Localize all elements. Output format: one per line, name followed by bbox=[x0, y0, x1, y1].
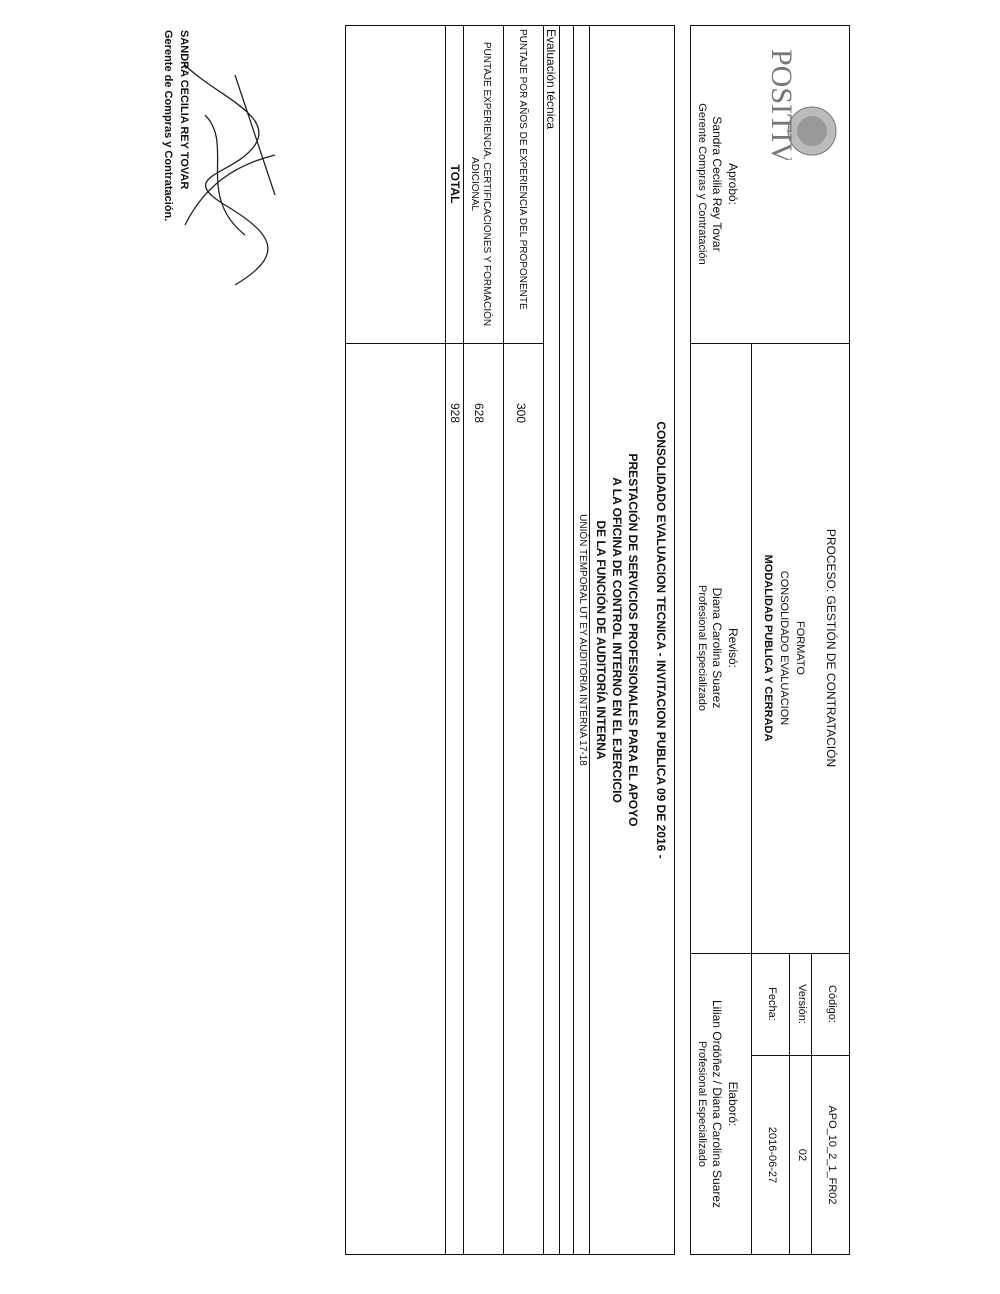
company-logo bbox=[762, 45, 842, 160]
prepared-role: Profesional Especializado bbox=[696, 1041, 708, 1167]
row-2-label-1: PUNTAJE EXPERIENCIA, CERTIFICACIONES Y FORMACIÓN bbox=[481, 41, 492, 327]
main-title: CONSOLIDADO EVALUACION TECNICA - INVITACION PUBLICA 09 DE 2016 - bbox=[654, 421, 668, 859]
approved-role: Gerente Compras y Contratación bbox=[696, 103, 708, 265]
date-label: Fecha: bbox=[766, 987, 778, 1021]
row-2-value: 628 bbox=[472, 403, 486, 424]
subtitle-2: A LA OFICINA DE CONTROL INTERNO EN EL EJERCICIO bbox=[610, 477, 624, 803]
prepared-name: Lilian Ordóñez / Diana Carolina Suarez bbox=[710, 999, 724, 1209]
total-value: 928 bbox=[448, 403, 462, 424]
logo-text: POSITIVA bbox=[765, 49, 798, 160]
row-1-value: 300 bbox=[514, 403, 528, 424]
reviewed-role: Profesional Especializado bbox=[696, 585, 708, 711]
code-value: APO_10_2_1_FR02 bbox=[826, 1105, 838, 1205]
row-2-label-2: ADICIONAL bbox=[469, 157, 480, 211]
bidder-name: UNIÓN TEMPORAL UT EY AUDITORIA INTERNA 17-18 bbox=[577, 514, 588, 766]
code-label: Código: bbox=[826, 985, 838, 1023]
reviewed-label: Revisó: bbox=[726, 627, 740, 668]
row-1-label: PUNTAJE POR AÑOS DE EXPERIENCIA DEL PROPONENTE bbox=[517, 29, 528, 310]
section-label: Evaluación técnica bbox=[544, 29, 558, 130]
version-label: Versión: bbox=[796, 984, 808, 1024]
subtitle-3: DE LA FUNCIÓN DE AUDITORÍA INTERNA bbox=[594, 520, 608, 760]
reviewed-name: Diana Carolina Suarez bbox=[710, 587, 724, 709]
signer-role: Gerente de Compras y Contratación. bbox=[162, 30, 174, 222]
date-value: 2016-06-27 bbox=[766, 1126, 778, 1184]
approved-name: Sandra Cecilia Rey Tovar bbox=[710, 116, 724, 252]
format-title-1: CONSOLIDADO EVALUACION bbox=[778, 570, 790, 726]
subtitle-1: PRESTACIÓN DE SERVICIOS PROFESIONALES PARA EL APOYO bbox=[626, 453, 640, 827]
prepared-label: Elaboró: bbox=[726, 1081, 740, 1127]
version-value: 02 bbox=[796, 1148, 808, 1162]
format-label: FORMATO bbox=[794, 621, 806, 675]
signer-name: SANDRA CECILIA REY TOVAR bbox=[178, 30, 190, 190]
format-title-2: MODALIDAD PUBLICA Y CERRADA bbox=[762, 554, 774, 742]
total-label: TOTAL bbox=[448, 164, 462, 204]
process-title: PROCESO: GESTIÓN DE CONTRATACIÓN bbox=[824, 528, 838, 768]
approved-label: Aprobó: bbox=[726, 162, 740, 206]
document-form bbox=[162, 25, 850, 1255]
